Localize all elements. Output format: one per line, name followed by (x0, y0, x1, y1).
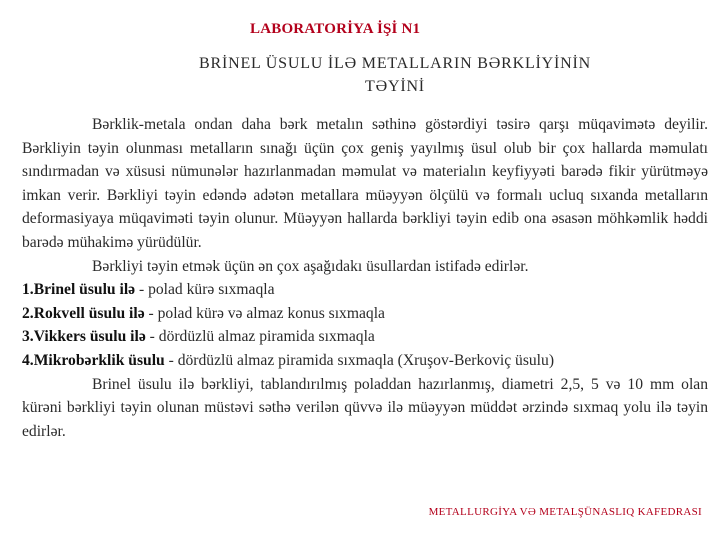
method-item (22, 278, 708, 302)
paragraph-brinel-method: Brinel üsulu ilə bərkliyi, tablandırılmış poladdan hazırlanmış, diametri 2,5, 5 və 10 mm olan kürəni bərkliyi təyin olunan müstəvi səthə verilən qüvvə ilə müəyyən müddət ərzində sıxmaq yolu ilə təyin edirlər. (22, 375, 708, 440)
method-desc: - dördüzlü almaz piramida sıxmaqla (145, 328, 375, 346)
method-name: 3.Vikkers üsulu ilə (22, 328, 146, 346)
department-footer: METALLURGİYA VƏ METALŞÜNASLIQ KAFEDRASI (428, 506, 702, 518)
heading-line-1: BRİNEL ÜSULU İLƏ METALLARIN BƏRKLİYİNİN (199, 55, 591, 72)
document-heading (0, 52, 720, 98)
method-desc: - polad kürə və almaz konus sıxmaqla (144, 304, 385, 322)
method-desc: - polad kürə sıxmaqla (135, 281, 275, 299)
document-body (22, 113, 708, 443)
method-item (22, 302, 708, 326)
method-name: 4.Mikrobərklik üsulu (22, 351, 165, 369)
paragraph-definition (22, 113, 708, 255)
definition-text: -metala ondan daha bərk metalın səthinə göstərdiyi təsirə qarşı müqavimətə deyilir. Bərkliyin təyin olunması metalların sınağı üçün çox geniş yayılmış üsul olub bir çox hallarda məmulatı sındırmadan və xüsusi nümunələr hazırlanmadan məmulat və materialın keyfiyyəti barədə fikir yürütməyə imkan verir. Bərkliyi təyin edəndə adətən metallara müəyyən ölçülü və formalı ucluq sıxanda metalların deformasiyaya müqaviməti təyin olunur. Müəyyən hallarda bərkliyi təyin edib ona əsasən möhkəmlik həddi barədə mühakimə yürüdülür. (22, 116, 708, 251)
paragraph-intro-methods: Bərkliyi təyin etmək üçün ən çox aşağıdakı üsullardan istifadə edirlər. (92, 257, 529, 275)
method-item (22, 325, 708, 349)
method-desc: - dördüzlü almaz piramida sıxmaqla (Xruşov-Berkoviç üsulu) (164, 351, 555, 369)
definition-term: Bərklik (92, 116, 139, 133)
method-name: 2.Rokvell üsulu ilə (22, 304, 145, 322)
method-item (22, 349, 708, 373)
method-name: 1.Brinel üsulu ilə (22, 281, 136, 299)
heading-line-2: TƏYİNİ (365, 78, 425, 95)
lab-title: LABORATORİYA İŞİ N1 (250, 21, 421, 37)
